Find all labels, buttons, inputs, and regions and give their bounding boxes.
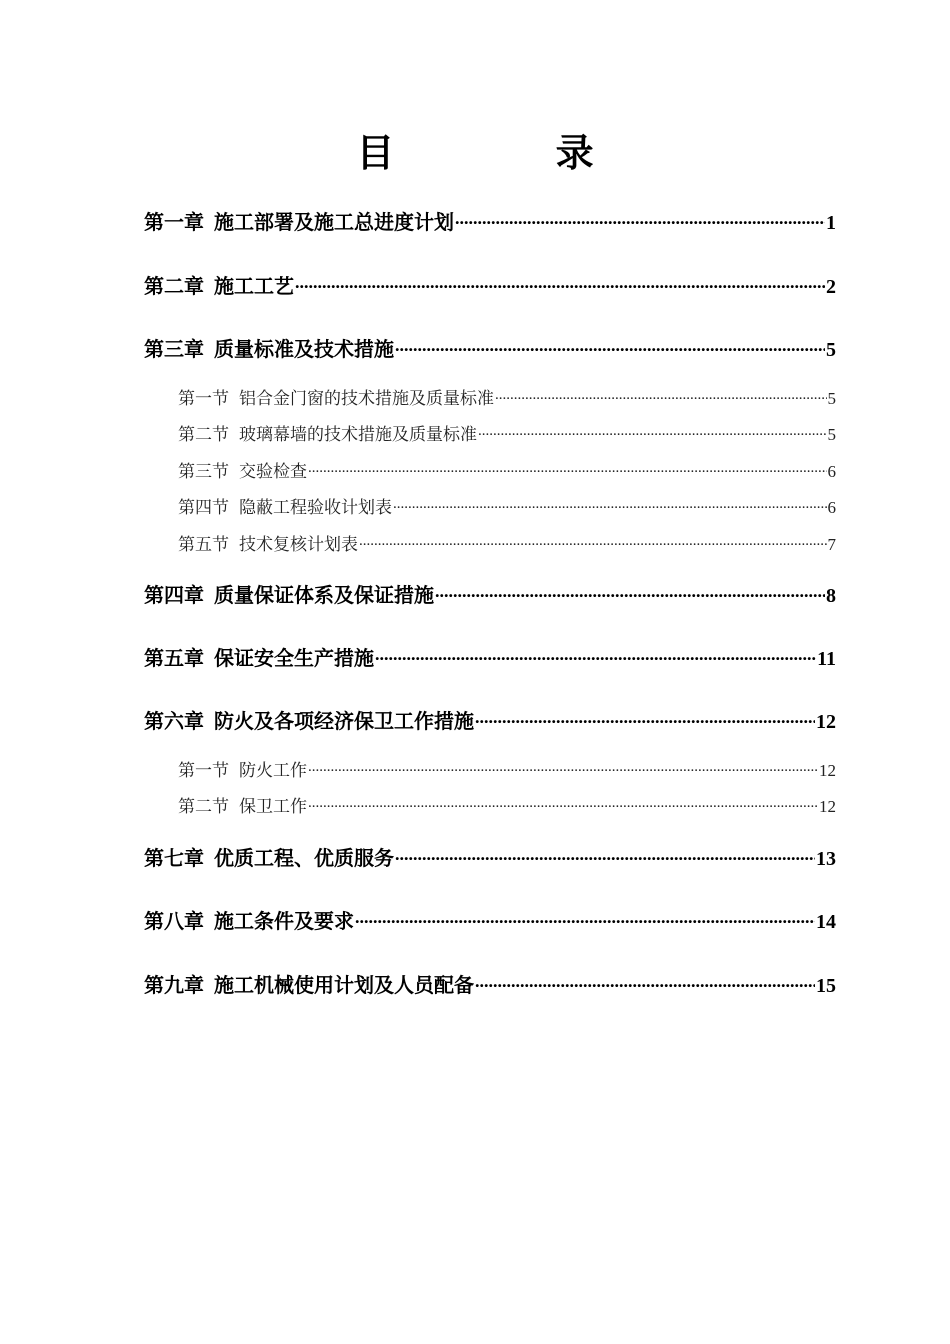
dot-leader <box>308 460 827 484</box>
entry-page-number: 11 <box>817 648 836 670</box>
entry-label: 隐蔽工程验收计划表 <box>239 498 392 518</box>
entry-number: 第五节 <box>178 535 229 555</box>
dot-leader <box>455 208 825 237</box>
entry-page-number: 12 <box>819 797 836 816</box>
entry-number: 第二节 <box>178 425 229 445</box>
toc-entry-chapter-2[interactable] <box>144 272 836 301</box>
entry-label: 施工机械使用计划及人员配备 <box>214 973 474 997</box>
entry-label: 质量标准及技术措施 <box>214 337 394 361</box>
entry-page-number: 14 <box>816 911 836 933</box>
dot-leader <box>359 533 827 557</box>
entry-page-number: 12 <box>819 761 836 780</box>
entry-number: 第一节 <box>178 761 229 781</box>
entry-number: 第八章 <box>144 909 204 933</box>
entry-label: 防火及各项经济保卫工作措施 <box>214 709 474 733</box>
entry-label: 保卫工作 <box>239 797 307 817</box>
dot-leader <box>478 423 827 447</box>
toc-entry-section[interactable] <box>178 795 836 819</box>
entry-page-number: 5 <box>827 389 836 408</box>
dot-leader <box>475 971 815 1000</box>
entry-label: 质量保证体系及保证措施 <box>214 583 434 607</box>
entry-page-number: 5 <box>826 339 836 361</box>
dot-leader <box>495 387 827 411</box>
entry-number: 第七章 <box>144 846 204 870</box>
entry-page-number: 2 <box>826 276 836 298</box>
entry-label: 施工工艺 <box>214 274 294 298</box>
entry-page-number: 5 <box>827 425 836 444</box>
entry-number: 第五章 <box>144 646 204 670</box>
toc-entry-section[interactable] <box>178 759 836 783</box>
toc-entry-chapter-3[interactable] <box>144 335 836 364</box>
entry-label: 防火工作 <box>239 761 307 781</box>
toc-entry-chapter-1[interactable] <box>144 208 836 237</box>
dot-leader <box>375 644 816 673</box>
entry-number: 第三节 <box>178 462 229 482</box>
dot-leader <box>435 581 825 610</box>
entry-number: 第三章 <box>144 337 204 361</box>
dot-leader <box>475 707 815 736</box>
entry-label: 施工条件及要求 <box>214 909 354 933</box>
toc-entry-chapter-4[interactable] <box>144 581 836 610</box>
toc-title: 目 录 <box>356 131 668 175</box>
entry-number: 第一节 <box>178 389 229 409</box>
toc-entry-chapter-8[interactable] <box>144 907 836 936</box>
entry-number: 第九章 <box>144 973 204 997</box>
dot-leader <box>393 496 827 520</box>
toc-entry-section[interactable] <box>178 423 836 447</box>
dot-leader <box>308 795 818 819</box>
toc-entry-chapter-9[interactable] <box>144 971 836 1000</box>
entry-number: 第四节 <box>178 498 229 518</box>
entry-number: 第四章 <box>144 583 204 607</box>
toc-entry-section[interactable] <box>178 533 836 557</box>
dot-leader <box>308 759 818 783</box>
toc-entry-chapter-7[interactable] <box>144 844 836 873</box>
entry-page-number: 8 <box>826 585 836 607</box>
entry-label: 玻璃幕墙的技术措施及质量标准 <box>239 425 477 445</box>
dot-leader <box>395 844 815 873</box>
toc-entry-section[interactable] <box>178 496 836 520</box>
dot-leader <box>295 272 825 301</box>
entry-label: 交验检查 <box>239 462 307 482</box>
toc-entry-chapter-5[interactable] <box>144 644 836 673</box>
entry-label: 施工部署及施工总进度计划 <box>214 210 454 234</box>
entry-page-number: 7 <box>827 535 836 554</box>
entry-label: 铝合金门窗的技术措施及质量标准 <box>239 389 494 409</box>
entry-label: 技术复核计划表 <box>239 535 358 555</box>
entry-label: 优质工程、优质服务 <box>214 846 394 870</box>
toc-entry-chapter-6[interactable] <box>144 707 836 736</box>
entry-page-number: 6 <box>827 462 836 481</box>
dot-leader <box>395 335 825 364</box>
entry-number: 第一章 <box>144 210 204 234</box>
entry-page-number: 6 <box>827 498 836 517</box>
entry-page-number: 13 <box>816 848 836 870</box>
entry-number: 第二节 <box>178 797 229 817</box>
entry-number: 第二章 <box>144 274 204 298</box>
entry-page-number: 15 <box>816 975 836 997</box>
entry-number: 第六章 <box>144 709 204 733</box>
entry-page-number: 12 <box>816 711 836 733</box>
entry-page-number: 1 <box>826 212 836 234</box>
entry-label: 保证安全生产措施 <box>214 646 374 670</box>
toc-entry-section[interactable] <box>178 387 836 411</box>
toc-entry-section[interactable] <box>178 460 836 484</box>
dot-leader <box>355 907 815 936</box>
